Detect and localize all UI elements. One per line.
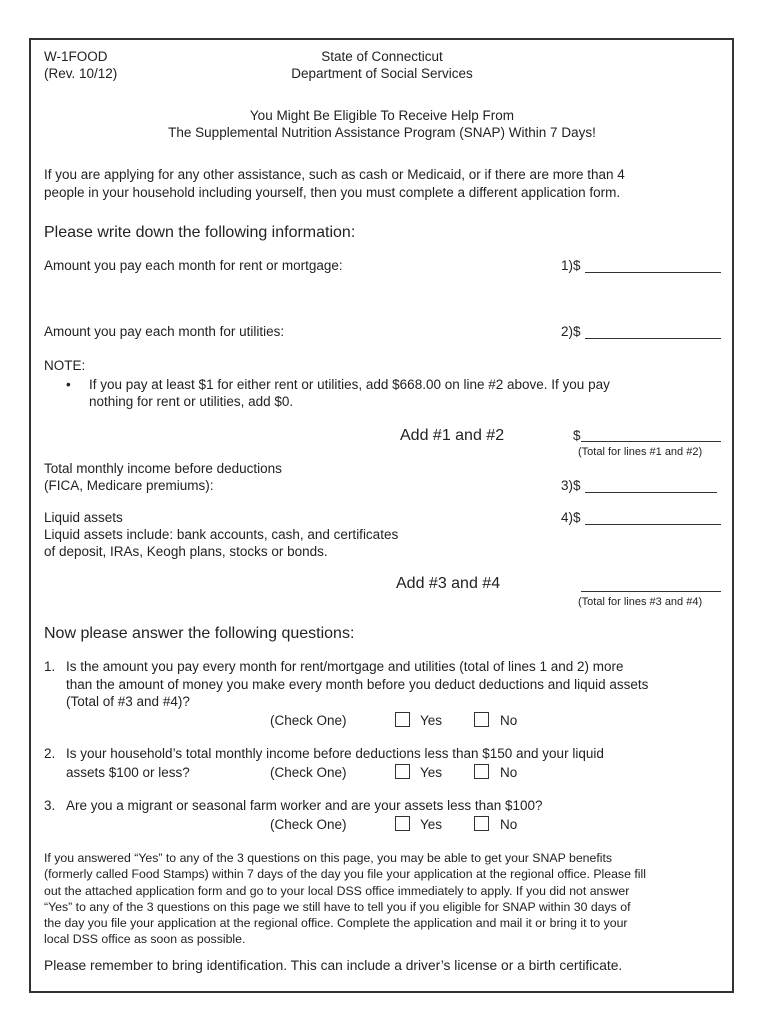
title-line-1: You Might Be Eligible To Receive Help From <box>249 108 515 123</box>
utilities-amount-field[interactable] <box>585 338 721 339</box>
income-line-number: 3)$ <box>561 478 581 493</box>
question-3-check-one: (Check One) <box>270 817 347 832</box>
intro-line-2: people in your household including yourself, then you must complete a different application form. <box>44 185 621 200</box>
question-1-no-checkbox[interactable] <box>474 712 489 727</box>
instructions-line: local DSS office as soon as possible. <box>44 932 246 947</box>
total-1-2-field[interactable] <box>581 441 721 442</box>
question-2-line-2: assets $100 or less? <box>66 765 190 780</box>
question-3-no-checkbox[interactable] <box>474 816 489 831</box>
question-2-yes-label: Yes <box>420 765 443 780</box>
total-1-2-caption: (Total for lines #1 and #2) <box>578 446 703 458</box>
title-line-2: The Supplemental Nutrition Assistance Program (SNAP) Within 7 Days! <box>168 125 596 140</box>
form-revision: (Rev. 10/12) <box>44 66 118 81</box>
note-line-2: nothing for rent or utilities, add $0. <box>89 394 294 409</box>
question-2-check-one: (Check One) <box>270 765 347 780</box>
income-label-2: (FICA, Medicare premiums): <box>44 478 214 493</box>
bullet-icon: • <box>66 377 71 392</box>
question-3-line-1: Are you a migrant or seasonal farm worker and are your assets less than $100? <box>66 798 543 813</box>
utilities-label: Amount you pay each month for utilities: <box>44 324 285 339</box>
question-1-line-3: (Total of #3 and #4)? <box>66 694 190 709</box>
question-1-line-1: Is the amount you pay every month for rent/mortgage and utilities (total of lines 1 and 2) more <box>66 659 624 674</box>
instructions-paragraph <box>44 850 722 948</box>
add-3-4-label: Add #3 and #4 <box>396 575 501 592</box>
assets-line-number: 4)$ <box>561 510 581 525</box>
question-1-number: 1. <box>44 659 56 674</box>
instructions-line: out the attached application form and go to your local DSS office immediately to apply. If you did not answer <box>44 883 630 898</box>
assets-label-1: Liquid assets <box>44 510 123 525</box>
question-2-number: 2. <box>44 746 56 761</box>
question-3-yes-checkbox[interactable] <box>395 816 410 831</box>
instructions-line: If you answered “Yes” to any of the 3 questions on this page, you may be able to get your SNAP benefits <box>44 851 613 865</box>
question-2-yes-checkbox[interactable] <box>395 764 410 779</box>
rent-label: Amount you pay each month for rent or mortgage: <box>44 258 343 273</box>
question-3-no-label: No <box>500 817 518 832</box>
rent-amount-field[interactable] <box>585 272 721 273</box>
instructions-line: “Yes” to any of the 3 questions on this page we still have to tell you if you eligible for SNAP within 30 days of <box>44 899 631 914</box>
total-3-4-field[interactable] <box>581 591 721 592</box>
state-name: State of Connecticut <box>321 49 443 64</box>
total-3-4-caption: (Total for lines #3 and #4) <box>578 596 703 608</box>
question-1-yes-checkbox[interactable] <box>395 712 410 727</box>
questions-heading: Now please answer the following questions: <box>44 625 355 642</box>
assets-label-2: Liquid assets include: bank accounts, cash, and certificates <box>44 527 399 542</box>
identification-reminder: Please remember to bring identification. This can include a driver’s license or a birth certificate. <box>44 958 623 973</box>
question-1-yes-label: Yes <box>420 713 443 728</box>
utilities-line-number: 2)$ <box>561 324 581 339</box>
question-1-no-label: No <box>500 713 518 728</box>
income-amount-field[interactable] <box>585 492 717 493</box>
department-name: Department of Social Services <box>291 66 473 81</box>
question-2-line-1: Is your household’s total monthly income before deductions less than $150 and your liquid <box>66 746 604 761</box>
add-1-2-label: Add #1 and #2 <box>400 427 505 444</box>
assets-label-3: of deposit, IRAs, Keogh plans, stocks or bonds. <box>44 544 328 559</box>
info-heading: Please write down the following information: <box>44 224 356 241</box>
assets-amount-field[interactable] <box>585 524 721 525</box>
question-2-no-checkbox[interactable] <box>474 764 489 779</box>
income-label-1: Total monthly income before deductions <box>44 461 282 476</box>
question-3-number: 3. <box>44 798 56 813</box>
rent-line-number: 1)$ <box>561 258 581 273</box>
question-2-no-label: No <box>500 765 518 780</box>
note-heading: NOTE: <box>44 358 86 373</box>
instructions-line: the day you file your application at the regional office. Complete the application and mail it or bring it to your <box>44 916 628 931</box>
note-line-1: If you pay at least $1 for either rent or utilities, add $668.00 on line #2 above. If you pay <box>89 377 610 392</box>
intro-line-1: If you are applying for any other assistance, such as cash or Medicaid, or if there are more than 4 <box>44 167 625 182</box>
form-id: W-1FOOD <box>44 49 108 64</box>
question-1-line-2: than the amount of money you make every month before you deduct deductions and liquid assets <box>66 677 649 692</box>
add-1-2-dollar: $ <box>573 428 581 443</box>
question-3-yes-label: Yes <box>420 817 443 832</box>
question-1-check-one: (Check One) <box>270 713 347 728</box>
instructions-line: (formerly called Food Stamps) within 7 days of the day you file your application at the regional office. Please fill <box>44 867 646 882</box>
